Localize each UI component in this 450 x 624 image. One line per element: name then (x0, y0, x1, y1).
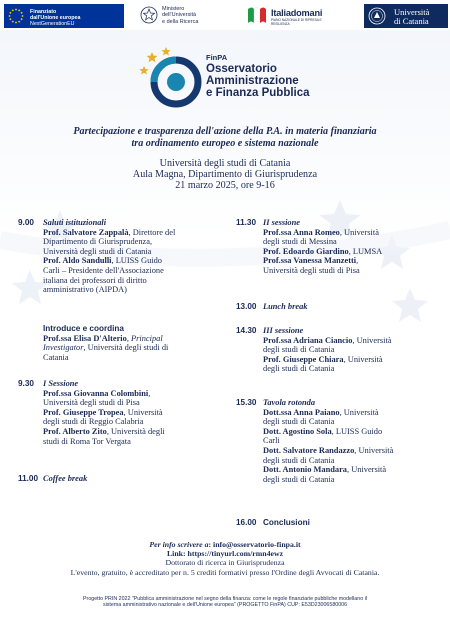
speaker-role: Investigator (43, 343, 84, 353)
venue-room: Aula Magna, Dipartimento di Giurisprudenza (132, 169, 318, 181)
speaker-name: Dott.ssa Anna Paiano (263, 407, 340, 417)
time-9-30: 9.30 (18, 379, 34, 388)
italiadomani-logo (246, 3, 336, 29)
finpa-name-line1: Osservatorio (206, 63, 277, 75)
time-14-30: 14.30 (236, 326, 257, 335)
speaker-affiliation: degli studi di Reggio Calabria (43, 417, 144, 427)
speaker-name: Prof. Salvatore Zappalà (43, 227, 129, 237)
link-label: Link (166, 549, 183, 559)
speaker-affiliation: Catania (43, 352, 69, 362)
info-url-link[interactable]: : https://tinyurl.com/rmn4ewz (183, 549, 284, 559)
speaker-role: , (148, 388, 151, 398)
eu-line3: NextGenerationEU (30, 21, 75, 27)
session-conclusions (263, 518, 446, 528)
speaker-role: , Direttore del (128, 227, 176, 237)
session-heading: II sessione (263, 218, 300, 227)
footer-prin (10, 596, 440, 609)
speaker-affiliation: Università degli studi di Pisa (263, 265, 360, 275)
italiadomani-name: Italiadomani (271, 8, 323, 18)
italiadomani-sub: PIANO NAZIONALE DI RIPRESA E RESILIENZA (271, 18, 322, 26)
speaker-role: , Università (123, 407, 163, 417)
info-label: Per info scrivere a (149, 540, 209, 549)
time-15-30: 15.30 (236, 398, 257, 407)
mur-line1: Ministero (162, 6, 185, 12)
session-heading: Saluti istituzionali (43, 218, 107, 227)
speaker-name: Dott. Antonio Mandara (263, 465, 347, 475)
eu-funding-logo (4, 4, 124, 28)
mur-logo (140, 4, 228, 28)
speaker-role: , Principal (126, 333, 163, 343)
info-phd: Dottorato di ricerca in Giurisprudenza (165, 558, 285, 568)
speaker-affiliation: degli studi di Catania (263, 474, 335, 484)
finpa-emblem-icon (140, 46, 204, 110)
eu-stars-icon (7, 7, 25, 25)
session-third (263, 326, 446, 374)
speaker-affiliation: amministrativo (AIPDA) (43, 285, 127, 295)
speaker-affiliation: degli studi di Catania (263, 345, 335, 355)
speaker-name: Dott. Agostino Sola (263, 426, 332, 436)
speaker-affiliation: degli studi di Catania (263, 455, 335, 465)
unict-line2: di Catania (394, 16, 429, 26)
speaker-name: Prof.ssa Vanessa Manzetti (263, 256, 357, 266)
speaker-affiliation: Dipartimento di Giurisprudenza, (43, 237, 153, 247)
session-second (263, 218, 446, 276)
speaker-role: , Università (339, 407, 379, 417)
eu-line2: dall'Unione europea (30, 15, 81, 21)
session-heading: Conclusioni (263, 518, 310, 527)
speaker-role: , Università (343, 354, 383, 364)
session-saluti (43, 218, 233, 295)
time-11-00: 11.00 (18, 474, 39, 483)
speaker-name: Prof.ssa Elisa D'Alterio (43, 333, 127, 343)
speaker-role: , LUISS Guido (111, 256, 162, 266)
session-introduce (43, 324, 233, 362)
footer-line2: sistema amministrativo nazionale e dell'Unione europea" (PROGETTO FinPA) CUP: E53D23006580006 (102, 602, 348, 609)
time-13-00: 13.00 (236, 302, 257, 311)
session-heading: Lunch break (263, 302, 308, 311)
unict-seal-icon (368, 7, 386, 25)
speaker-name: Prof. Aldo Sandulli (43, 256, 112, 266)
info-email-link[interactable]: : info@osservatorio-finpa.it (208, 540, 301, 549)
event-title-line1: Partecipazione e trasparenza dell'azione della P.A. in materia finanziaria (73, 126, 377, 137)
session-coffee-break (43, 474, 233, 484)
speaker-affiliation: , Università degli studi di (83, 343, 169, 353)
time-16-00: 16.00 (236, 518, 257, 527)
event-venue (20, 158, 430, 192)
speaker-name: Prof. Alberto Zito (43, 426, 107, 436)
speaker-role: , LUISS Guido (331, 426, 383, 436)
event-title (20, 126, 430, 150)
mur-line3: e della Ricerca (162, 18, 199, 25)
finpa-name-line3: e Finanza Pubblica (206, 87, 310, 99)
speaker-affiliation: Università degli studi di Pisa (43, 398, 140, 408)
speaker-affiliation: italiana dei professori di diritto (43, 275, 147, 285)
speaker-affiliation: Carli – Presidente dell'Associazione (43, 265, 164, 275)
info-credits: L'evento, gratuito, è accreditato per n. 5 crediti formativi presso l'Ordine degli Avvocati di Catania. (70, 567, 380, 577)
session-heading: Tavola rotonda (263, 398, 316, 407)
session-heading: I Sessione (43, 379, 79, 388)
session-heading: Coffee break (43, 474, 88, 483)
eu-line1: Finanziato (30, 9, 57, 15)
info-section (20, 540, 430, 577)
speaker-role: , Università degli (106, 426, 165, 436)
speaker-affiliation: degli studi di Catania (263, 364, 335, 374)
speaker-role: , Università (347, 465, 387, 475)
italian-flag-icon (246, 5, 268, 25)
time-11-30: 11.30 (236, 218, 257, 227)
session-lunch-break (263, 302, 446, 312)
speaker-name: Prof.ssa Adriana Ciancio (263, 335, 353, 345)
speaker-name: Prof.ssa Anna Romeo (263, 227, 340, 237)
unict-line1: Università (394, 7, 430, 17)
speaker-name: Prof. Giuseppe Tropea (43, 407, 124, 417)
speaker-role: , Università (352, 335, 392, 345)
speaker-name: Prof. Giuseppe Chiara (263, 354, 344, 364)
mur-text (162, 6, 198, 25)
logo-bar (0, 0, 450, 30)
venue-university: Università degli studi di Catania (159, 158, 291, 169)
speaker-name: Prof.ssa Giovanna Colombini (43, 388, 149, 398)
time-9-00: 9.00 (18, 218, 34, 227)
unict-logo (364, 4, 448, 28)
speaker-affiliation: studi di Roma Tor Vergata (43, 436, 131, 446)
session-first (43, 379, 233, 446)
speaker-role: , Università (354, 445, 394, 455)
speaker-role: , LUMSA (348, 246, 383, 256)
finpa-name-line2: Amministrazione (206, 75, 299, 87)
speaker-affiliation: Università degli studi di Catania (43, 246, 152, 256)
speaker-affiliation: Carli (263, 436, 280, 446)
finpa-tag: FinPA (206, 53, 228, 62)
speaker-affiliation: degli studi di Messina (263, 237, 337, 247)
event-title-line2: tra ordinamento europeo e sistema nazionale (131, 138, 319, 149)
speaker-role: , Università (339, 227, 379, 237)
finpa-logo (140, 42, 340, 116)
speaker-name: Dott. Salvatore Randazzo (263, 445, 355, 455)
italian-emblem-icon (140, 6, 158, 24)
session-round-table (263, 398, 446, 484)
session-heading: III sessione (263, 326, 304, 335)
footer-line1: Progetto PRIN 2022 "Pubblica amministrazione nel segno della finanza: come le regole finanziarie pubbliche modellano il (83, 596, 367, 602)
session-heading: Introduce e coordina (43, 324, 124, 333)
mur-line2: dell'Università (162, 12, 197, 19)
speaker-role: , (356, 256, 359, 266)
venue-date: 21 marzo 2025, ore 9-16 (175, 180, 275, 192)
speaker-name: Prof. Edoardo Giardino (263, 246, 349, 256)
speaker-affiliation: degli studi di Catania (263, 417, 335, 427)
